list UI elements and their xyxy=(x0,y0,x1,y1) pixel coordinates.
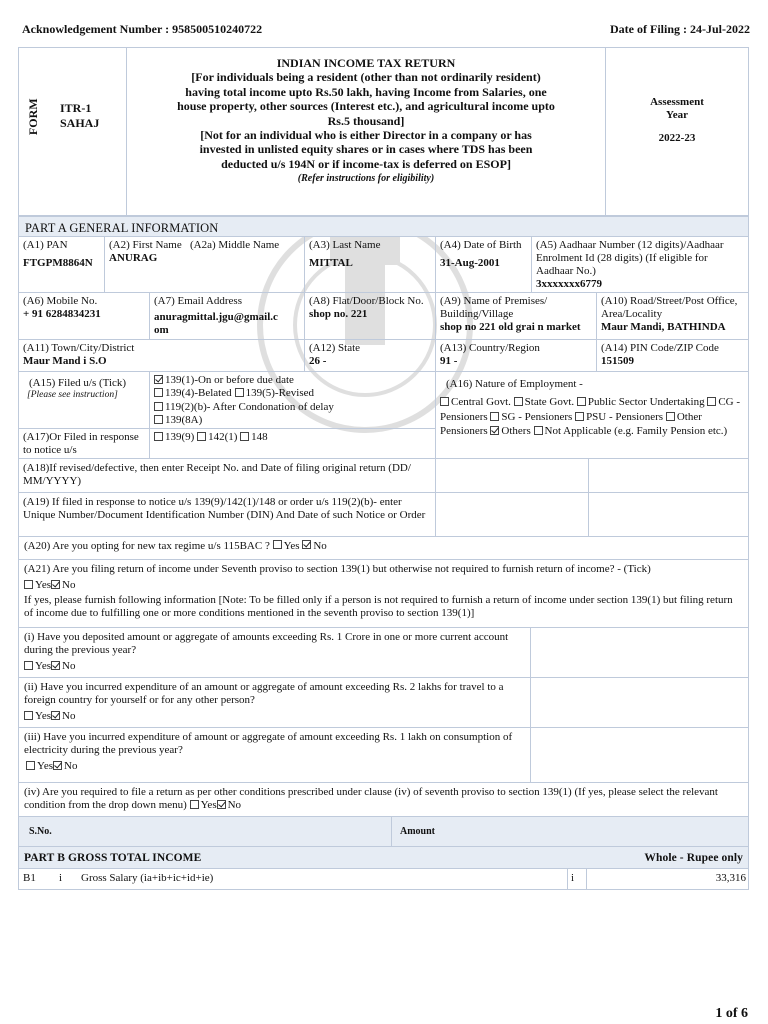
contact-row xyxy=(19,293,748,340)
q3-choice xyxy=(24,760,525,773)
filing-section-row xyxy=(19,372,748,459)
premises-cell xyxy=(436,293,597,339)
a21-yes-checkbox[interactable] xyxy=(24,580,33,589)
checkbox-139-8a[interactable] xyxy=(154,415,163,424)
b1-sub: i xyxy=(59,872,63,884)
last-name-cell xyxy=(305,237,436,292)
a20-no-label: No xyxy=(313,540,327,552)
form-title-block xyxy=(127,48,606,215)
checkbox-state-govt[interactable] xyxy=(514,397,523,406)
mobile-label: (A6) Mobile No. xyxy=(23,295,98,307)
form-header xyxy=(19,48,748,216)
last-name-label: (A3) Last Name xyxy=(309,239,381,251)
q2-row xyxy=(19,678,748,728)
aadhaar-cell xyxy=(532,237,748,292)
q3-yes-checkbox[interactable] xyxy=(26,761,35,770)
country-label: (A13) Country/Region xyxy=(440,342,540,354)
checkbox-119-2b[interactable] xyxy=(154,402,163,411)
a18-date-field[interactable] xyxy=(589,459,748,492)
itr-form-sheet xyxy=(18,47,749,890)
a19-label-cell xyxy=(19,493,436,536)
address-row xyxy=(19,340,748,372)
a17-row xyxy=(19,429,435,459)
dob-label: (A4) Date of Birth xyxy=(440,239,522,251)
a21-no-checkbox[interactable] xyxy=(51,580,60,589)
q3-no-checkbox[interactable] xyxy=(53,761,62,770)
a21-no-label: No xyxy=(62,578,76,591)
a15-line4 xyxy=(154,414,431,427)
name-labels xyxy=(109,239,300,252)
a15-row xyxy=(19,372,435,429)
a21-label: (A21) Are you filing return of income under Seventh proviso to section 139(1) but otherwise not required to furnish return of income? - (Tick) xyxy=(24,563,651,575)
checkbox-sg-pensioners[interactable] xyxy=(490,412,499,421)
q1-text: (i) Have you deposited amount or aggregate of amounts exceeding Rs. 1 Crore in one or more current account during the previous year? xyxy=(24,631,509,656)
a21-yes-label: Yes xyxy=(35,578,52,591)
a18-label: (A18)If revised/defective, then enter Receipt No. and Date of filing original return (DD/ MM/YYYY) xyxy=(23,462,411,487)
a15-line3 xyxy=(154,401,431,414)
a15-opt4-label: 119(2)(b)- After Condonation of delay xyxy=(165,400,334,413)
premises-value: shop no 221 old grai n market xyxy=(440,320,581,333)
a17-label-cell xyxy=(19,429,150,459)
sno-header: S.No. xyxy=(19,817,392,846)
a19-label: (A19) If filed in response to notice u/s 139(9)/142(1)/148 or order u/s 119(2)(b)- enter Unique Number/Document Identification Number (DIN) And Date of such Notice or Order xyxy=(23,496,426,521)
amount-header: Amount xyxy=(400,826,436,837)
pin-label: (A14) PIN Code/ZIP Code xyxy=(601,342,719,354)
a15-opt5-label: 139(8A) xyxy=(165,414,203,427)
checkbox-not-applicable[interactable] xyxy=(534,426,543,435)
q1-yes-checkbox[interactable] xyxy=(24,661,33,670)
a17-opt1-label: 139(9) xyxy=(165,431,195,443)
dob-value: 31-Aug-2001 xyxy=(440,256,500,269)
road-label: (A10) Road/Street/Post Office, Area/Locality xyxy=(601,295,738,320)
checkbox-others[interactable] xyxy=(490,426,499,435)
q4-text: (iv) Are you required to file a return as per other conditions prescribed under clause (iv) of seventh proviso to section 139(1) (If yes, please select the relevant condition from the drop down menu) xyxy=(24,786,718,811)
flat-value: shop no. 221 xyxy=(309,307,368,320)
checkbox-148[interactable] xyxy=(240,432,249,441)
q1-amount-field[interactable] xyxy=(531,628,748,677)
q3-text: (iii) Have you incurred expenditure of amount or aggregate of amount exceeding Rs. 1 lakh on consumption of electricity during the previous year? xyxy=(24,731,513,756)
q3-amount-field[interactable] xyxy=(531,728,748,782)
checkbox-cg-pensioners[interactable] xyxy=(707,397,716,406)
a16-opt8-label: Others xyxy=(501,424,531,437)
form-eligibility-1: [For individuals being a resident (other than not ordinarily resident) having total income upto Rs.50 lakh, having Income from Salaries, one house property, other sources (Interest etc.), and agricultural income upto Rs.5 thousand] xyxy=(177,70,555,128)
a20-row xyxy=(19,537,748,560)
part-b-heading xyxy=(19,847,748,869)
checkbox-139-5[interactable] xyxy=(235,388,244,397)
a16-label: (A16) Nature of Employment - xyxy=(446,378,583,390)
a18-receipt-field[interactable] xyxy=(436,459,589,492)
checkbox-other-pensioners[interactable] xyxy=(666,412,675,421)
q3-cell xyxy=(19,728,531,782)
flat-label: (A8) Flat/Door/Block No. xyxy=(309,295,424,307)
form-eligibility-note: (Refer instructions for eligibility) xyxy=(297,173,435,185)
email-value: anuragmittal.jgu@gmail.com xyxy=(154,310,278,336)
a17-label: (A17)Or Filed in response to notice u/s xyxy=(23,431,139,456)
q2-yes-label: Yes xyxy=(35,709,52,722)
q3-no-label: No xyxy=(64,759,78,772)
a16-opt1-label: Central Govt. xyxy=(451,396,511,409)
a19-din-field[interactable] xyxy=(436,493,589,536)
a16-opt4-label: CG - Pensioners xyxy=(440,396,741,423)
a20-label: (A20) Are you opting for new tax regime u/s 115BAC ? xyxy=(24,540,270,552)
town-cell xyxy=(19,340,305,371)
a15-opt3-label: 139(5)-Revised xyxy=(245,387,315,400)
a15-opt1-label: 139(1)-On or before due date xyxy=(165,374,294,386)
form-eligibility-2: [Not for an individual who is either Director in a company or has invested in unlisted equity shares or in cases where TDS has been deducted u/s 194N or if income-tax is deferred on ESOP] xyxy=(199,127,533,171)
a18-label-cell xyxy=(19,459,436,492)
q4-no-label: No xyxy=(227,798,242,811)
filing-header xyxy=(22,22,750,38)
a20-no-checkbox[interactable] xyxy=(302,540,311,549)
assessment-year-box xyxy=(606,48,748,215)
a15-opt2-label: 139(4)-Belated xyxy=(165,387,232,400)
assessment-year-label: Assessment Year xyxy=(650,96,704,121)
a16-opt3-label: Public Sector Undertaking xyxy=(587,396,705,409)
mobile-value: + 91 6284834231 xyxy=(23,307,101,320)
q1-no-label: No xyxy=(62,659,76,672)
a18-row xyxy=(19,459,748,493)
acknowledgement-number: Acknowledgement Number : 958500510240722 xyxy=(22,22,263,36)
email-label: (A7) Email Address xyxy=(154,295,242,307)
a17-opt3-label: 148 xyxy=(251,431,268,443)
pan-label: (A1) PAN xyxy=(23,239,68,251)
a16-cell xyxy=(436,372,748,458)
middle-name-label: (A2a) Middle Name xyxy=(189,239,280,251)
table-column-header xyxy=(19,817,748,847)
a19-row xyxy=(19,493,748,537)
filed-us-block xyxy=(19,372,436,458)
q2-no-label: No xyxy=(62,709,76,722)
q2-cell xyxy=(19,678,531,727)
checkbox-139-1[interactable] xyxy=(154,375,163,384)
a15-line1 xyxy=(154,374,431,387)
a15-line2 xyxy=(154,387,431,400)
premises-label: (A9) Name of Premises/ Building/Village xyxy=(440,295,548,320)
first-name-label: (A2) First Name xyxy=(109,239,182,251)
q2-text: (ii) Have you incurred expenditure of an amount or aggregate of amount exceeding Rs. 2 lakhs for travel to a foreign country for yourself or for any other person? xyxy=(24,681,504,706)
a15-label: (A15) Filed u/s (Tick) xyxy=(29,377,127,389)
part-a-heading: PART A GENERAL INFORMATION xyxy=(19,217,748,237)
date-of-filing: Date of Filing : 24-Jul-2022 xyxy=(610,22,750,36)
a19-date-field[interactable] xyxy=(589,493,748,536)
town-label: (A11) Town/City/District xyxy=(23,342,135,354)
a21-choice xyxy=(24,579,743,592)
q2-yes-checkbox[interactable] xyxy=(24,711,33,720)
a16-options xyxy=(440,395,744,438)
checkbox-142-1[interactable] xyxy=(197,432,206,441)
q4-row xyxy=(19,783,748,817)
rupee-note: Whole - Rupee only xyxy=(644,852,743,864)
form-code xyxy=(60,101,99,131)
a16-opt2-label: State Govt. xyxy=(524,396,575,409)
checkbox-psu[interactable] xyxy=(577,397,586,406)
q1-row xyxy=(19,628,748,678)
first-name-value: ANURAG xyxy=(109,251,158,264)
flat-cell xyxy=(305,293,436,339)
pin-cell xyxy=(597,340,748,371)
q2-amount-field[interactable] xyxy=(531,678,748,727)
country-value: 91 - xyxy=(440,354,458,367)
a17-options xyxy=(150,429,435,459)
a20-yes-checkbox[interactable] xyxy=(273,540,282,549)
form-code-box xyxy=(19,48,127,215)
name-cell xyxy=(105,237,305,292)
state-label: (A12) State xyxy=(309,342,361,354)
gross-salary-value: 33,316 xyxy=(586,869,748,889)
aadhaar-label: (A5) Aadhaar Number (12 digits)/Aadhaar Enrolment Id (28 digits) (If eligible for Aadhaar No.) xyxy=(536,239,724,277)
aadhaar-value: 3xxxxxxx6779 xyxy=(536,277,602,290)
a21-info: If yes, please furnish following information [Note: To be filled only if a person is not required to furnish a return of income under section 139(1) but filing return of income due to fulfilling one or more conditions mentioned in the seventh proviso to section 139(1)] xyxy=(24,593,733,619)
a16-opt7-label: Other Pensioners xyxy=(440,410,702,437)
checkbox-139-9[interactable] xyxy=(154,432,163,441)
q1-yes-label: Yes xyxy=(35,659,52,672)
b1-ref: i xyxy=(571,872,575,884)
a20-yes-label: Yes xyxy=(283,540,300,552)
page-number: 1 of 6 xyxy=(715,1006,748,1021)
form-code-line1: ITR-1 xyxy=(60,101,92,115)
q3-row xyxy=(19,728,748,783)
a17-opt2-label: 142(1) xyxy=(208,431,238,443)
q4-yes-checkbox[interactable] xyxy=(190,800,199,809)
last-name-value: MITTAL xyxy=(309,256,353,269)
q1-cell xyxy=(19,628,531,677)
town-value: Maur Mand i S.O xyxy=(23,354,107,367)
q4-no-checkbox[interactable] xyxy=(217,800,226,809)
b1-row xyxy=(19,869,748,889)
road-value: Maur Mandi, BATHINDA xyxy=(601,320,726,333)
a15-note: [Please see instruction] xyxy=(27,389,118,400)
q1-choice xyxy=(24,660,525,673)
q2-choice xyxy=(24,710,525,723)
mobile-cell xyxy=(19,293,150,339)
part-b-title: PART B GROSS TOTAL INCOME xyxy=(24,852,202,864)
a16-opt9-label: Not Applicable (e.g. Family Pension etc.) xyxy=(544,424,728,437)
a15-options xyxy=(150,372,435,428)
state-value: 26 - xyxy=(309,354,327,367)
personal-row xyxy=(19,237,748,293)
pin-value: 151509 xyxy=(601,354,634,367)
q2-no-checkbox[interactable] xyxy=(51,711,60,720)
q3-yes-label: Yes xyxy=(37,759,54,772)
dob-cell xyxy=(436,237,532,292)
a21-row xyxy=(19,560,748,628)
checkbox-central-govt[interactable] xyxy=(440,397,449,406)
a16-opt5-label: SG - Pensioners xyxy=(501,410,573,423)
pan-value: FTGPM8864N xyxy=(23,256,93,269)
form-code-line2: SAHAJ xyxy=(60,116,100,130)
assessment-year-value: 2022-23 xyxy=(658,131,696,144)
a15-label-cell xyxy=(19,372,150,428)
pan-cell xyxy=(19,237,105,292)
country-cell xyxy=(436,340,597,371)
road-cell xyxy=(597,293,748,339)
checkbox-139-4[interactable] xyxy=(154,388,163,397)
b1-code: B1 xyxy=(23,872,36,884)
form-vertical-label: FORM xyxy=(25,98,40,136)
b1-label: Gross Salary (ia+ib+ic+id+ie) xyxy=(81,869,568,889)
form-title: INDIAN INCOME TAX RETURN xyxy=(276,56,456,70)
checkbox-psu-pensioners[interactable] xyxy=(575,412,584,421)
q1-no-checkbox[interactable] xyxy=(51,661,60,670)
state-cell xyxy=(305,340,436,371)
q4-yes-label: Yes xyxy=(200,798,217,811)
email-cell xyxy=(150,293,305,339)
a16-opt6-label: PSU - Pensioners xyxy=(586,410,664,423)
